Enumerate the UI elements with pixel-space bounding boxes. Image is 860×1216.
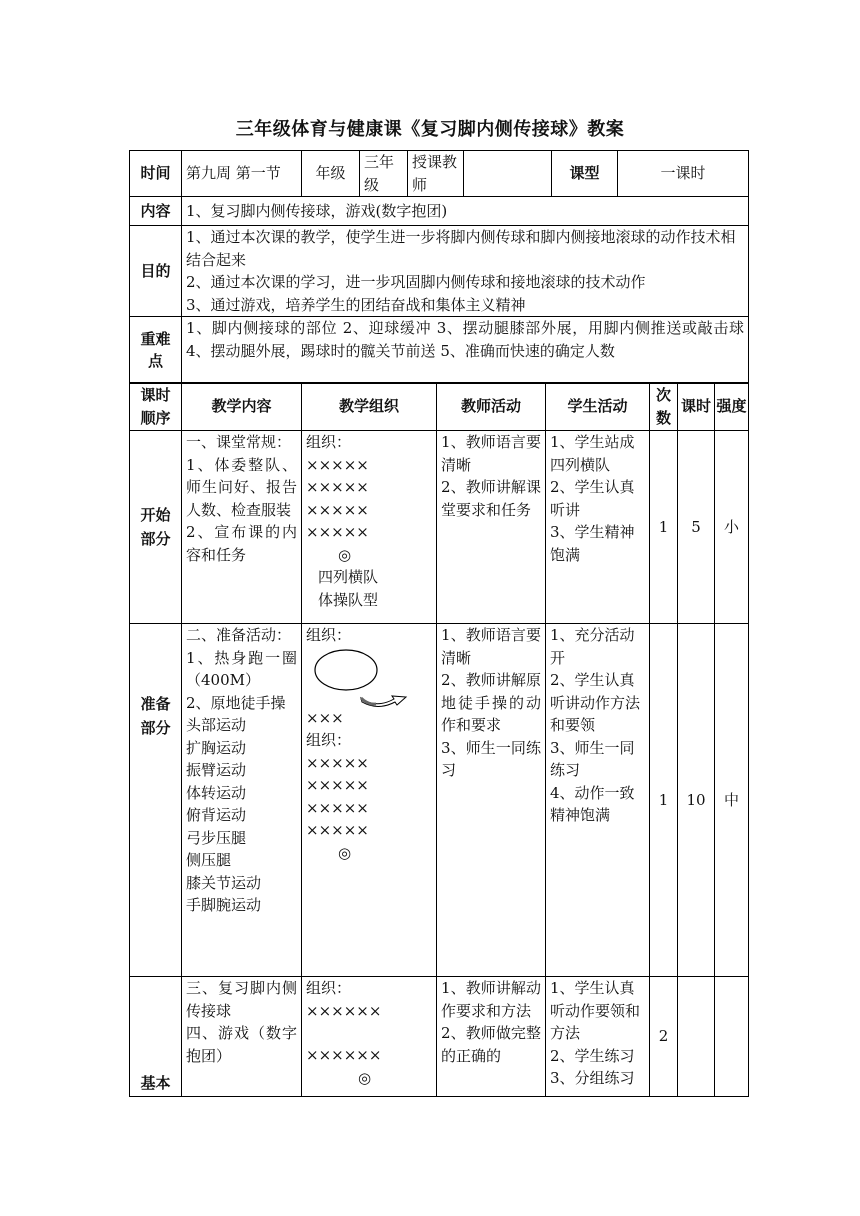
key-points-text: 1、脚内侧接球的部位 2、迎球缓冲 3、摆动腿膝部外展，用脚内侧推送或敲击球 4、摆动腿外展，踢球时的髋关节前送 5、准确而快速的确定人数 — [182, 317, 749, 384]
content-text: 1、复习脚内侧传接球，游戏(数字抱团) — [182, 197, 749, 226]
section-name: 开始部分 — [130, 431, 182, 624]
formation-row: ××××× — [306, 455, 369, 474]
exercise-item: 膝关节运动 — [186, 873, 262, 892]
col-content: 教学内容 — [182, 383, 302, 431]
oval-track-icon — [306, 647, 431, 707]
teacher-activity: 1、教师讲解动作要求和方法 2、教师做完整的正确的 — [437, 977, 546, 1097]
exercise-item: 头部运动 — [186, 716, 247, 734]
student-activity: 1、学生站成四列横队 2、学生认真听讲 3、学生精神饱满 — [546, 431, 650, 624]
goal-line: 2、通过本次课的学习，进一步巩固脚内侧传球和接地滚球的技术动作 — [186, 273, 646, 291]
content-label: 内容 — [130, 197, 182, 226]
formation-caption: 四列横队 — [318, 568, 379, 586]
exercise-list — [186, 714, 297, 917]
formation-caption: 体操队型 — [318, 590, 379, 609]
duration-value: 10 — [678, 624, 715, 977]
times-value: 1 — [650, 624, 678, 977]
goal-line: 1、通过本次课的教学，使学生进一步将脚内侧传球和脚内侧接地滚球的动作技术相结合起来 — [186, 228, 736, 269]
exercise-item: 弓步压腿 — [186, 828, 247, 847]
teacher-label: 授课教师 — [408, 151, 464, 197]
goals-label: 目的 — [130, 226, 182, 317]
exercise-item: 俯背运动 — [186, 806, 247, 824]
exercise-item: 侧压腿 — [186, 851, 232, 869]
lesson-plan-table — [129, 150, 749, 384]
key-points-label: 重难点 — [130, 317, 182, 384]
times-value: 1 — [650, 431, 678, 624]
teacher-marker: ◎ — [358, 1068, 372, 1087]
formation-row: ××××× — [306, 798, 369, 817]
student-activity: 1、充分活动开 2、学生认真听讲动作方法和要领 3、师生一同练习 4、动作一致精神饱满 — [546, 624, 650, 977]
section-content: 三、复习脚内侧传接球 四、游戏（数字抱团） — [182, 977, 302, 1097]
col-times: 次数 — [650, 383, 678, 431]
col-order: 课时顺序 — [130, 383, 182, 431]
lesson-type-label: 课型 — [552, 151, 618, 197]
section-start-row — [130, 431, 749, 624]
section-basic-row — [130, 977, 749, 1097]
section-prep-row — [130, 624, 749, 977]
lesson-type-value: 一课时 — [618, 151, 749, 197]
exercise-item: 振臂运动 — [186, 761, 247, 779]
col-student-activity: 学生活动 — [546, 383, 650, 431]
section-organization — [302, 624, 437, 977]
grade-label: 年级 — [302, 151, 360, 197]
content-line: 1、热身跑一圈（400M） — [186, 648, 297, 689]
teacher-marker: ◎ — [338, 545, 352, 564]
formation-row: ×××××× — [306, 1046, 382, 1064]
col-organization: 教学组织 — [302, 383, 437, 431]
formation-row: ××××× — [306, 500, 369, 519]
formation-row: ×××××× — [306, 1001, 382, 1020]
exercise-item: 体转运动 — [186, 783, 247, 802]
intensity-value — [715, 977, 749, 1097]
time-label: 时间 — [130, 151, 182, 197]
teacher-marker: ◎ — [338, 843, 352, 862]
goals-text — [182, 226, 749, 317]
formation-row: ××××× — [306, 776, 369, 794]
formation-row: ××××× — [306, 523, 369, 541]
formation-row: ××××× — [306, 753, 369, 772]
formation-row: ××××× — [306, 478, 369, 496]
section-name: 准备部分 — [130, 624, 182, 977]
col-teacher-activity: 教师活动 — [437, 383, 546, 431]
page-title: 三年级体育与健康课《复习脚内侧传接球》教案 — [235, 119, 625, 140]
col-intensity: 强度 — [715, 383, 749, 431]
org-label: 组织： — [306, 979, 352, 997]
grade-value: 三年级 — [360, 151, 408, 197]
org-label: 组织： — [306, 626, 352, 644]
intensity-value: 小 — [715, 431, 749, 624]
content-title: 二、准备活动： — [186, 626, 292, 644]
exercise-item: 手脚腕运动 — [186, 896, 262, 914]
teacher-activity: 1、教师语言要清晰 2、教师讲解原地徒手操的动作和要求 3、师生一同练习 — [437, 624, 546, 977]
formation-row: ××××× — [306, 821, 369, 839]
teacher-value — [464, 151, 552, 197]
section-organization — [302, 431, 437, 624]
org-label: 组织： — [306, 433, 352, 451]
intensity-value: 中 — [715, 624, 749, 977]
section-name: 基本 — [130, 977, 182, 1097]
section-organization — [302, 977, 437, 1097]
duration-value — [678, 977, 715, 1097]
time-value: 第九周 第一节 — [182, 151, 302, 197]
section-content: 一、课堂常规： 1、体委整队、师生问好、报告人数、检查服装 2、宣布课的内容和任务 — [182, 431, 302, 624]
goal-line: 3、通过游戏，培养学生的团结奋战和集体主义精神 — [186, 295, 526, 314]
times-value: 2 — [650, 977, 678, 1097]
duration-value: 5 — [678, 431, 715, 624]
section-content — [182, 624, 302, 977]
teacher-activity: 1、教师语言要清晰 2、教师讲解课堂要求和任务 — [437, 431, 546, 624]
runner-row: ××× — [306, 708, 344, 727]
student-activity: 1、学生认真听动作要领和方法 2、学生练习 3、分组练习 — [546, 977, 650, 1097]
org-label: 组织： — [306, 731, 352, 749]
content-line: 2、原地徒手操 — [186, 693, 286, 712]
running-track-figure — [306, 647, 432, 707]
exercise-item: 扩胸运动 — [186, 738, 247, 757]
col-duration: 课时 — [678, 383, 715, 431]
lesson-schedule-table — [129, 382, 749, 1097]
